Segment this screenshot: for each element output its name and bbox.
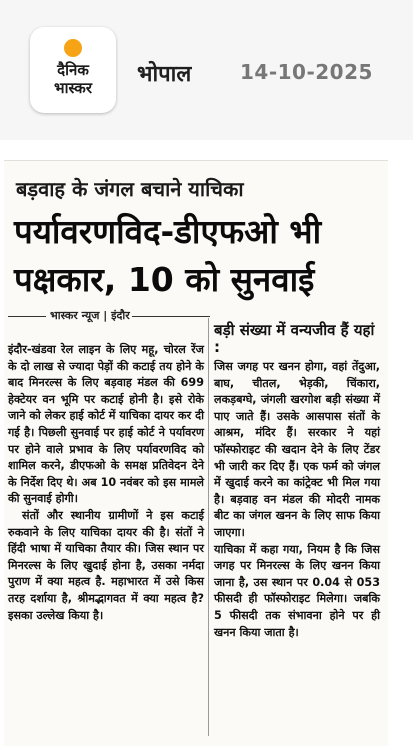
paragraph: संतों और स्थानीय ग्रामीणों ने इस कटाई रुकवाने के लिए याचिका दायर की है। संतों ने हिंदी भाषा में याचिका तैयार की। जिस स्थान पर मिनरल्स के लिए खुदाई होना है, उसका नर्मदा पुराण में क्या महत्व है. महाभारत में उसे किस तरह दर्शाया है, श्रीमद्भागवत में क्या महत्व है? इसका उल्लेख किया है। bbox=[8, 508, 204, 622]
divider bbox=[8, 316, 46, 317]
paragraph: इंदौर-खंडवा रेल लाइन के लिए महू, चोरल रेंज के दो लाख से ज्यादा पेड़ों की कटाई तय होने के बाद मिनरल्स के लिए बड़वाह मंडल की 699 हेक्टेयर वन भूमि पर कटाई होनी है। इसे रोके जाने को लेकर हाई कोर्ट में याचिका दायर कर दी गई है। पिछली सुनवाई पर हाई कोर्ट ने पर्यावरण पर होने वाले प्रभाव के लिए पर्यावरणविद को शामिल करने, डीएफओ के समक्ष प्रतिवेदन देने के निर्देश दिए थे। अब 10 नवंबर को इस मामले की सुनवाई होगी। bbox=[8, 343, 204, 506]
dainik-bhaskar-logo[interactable] bbox=[30, 27, 116, 113]
logo-text-line2: भास्कर bbox=[54, 79, 92, 97]
edition-date[interactable]: 14-10-2025 bbox=[240, 60, 373, 84]
sun-icon bbox=[64, 39, 82, 57]
headline-line1: पर्यावरणविद-डीएफओ भी bbox=[14, 212, 322, 251]
subheading: बड़ी संख्या में वन्यजीव हैं यहां : bbox=[214, 321, 375, 356]
logo-text-line1: दैनिक bbox=[57, 61, 89, 79]
paragraph: जिस जगह पर खनन होगा, वहां तेंदुआ, बाघ, चीतल, भेड़की, चिंकारा, लकड़बग्घे, जंगली खरगोश बड़ी संख्या में पाए जाते हैं। उसके आसपास संतों के आश्रम, मंदिर हैं। सरकार ने यहां फॉस्फोराइट की खदान देने के लिए टेंडर भी जारी कर दिए हैं। एक फर्म को जंगल में खुदाई करने का कांट्रेक्ट भी मिल गया है। बड़वाह वन मंडल की मोदरी नामक बीट का जंगल खनन के लिए साफ किया जाएगा। bbox=[214, 360, 380, 539]
article-column-left bbox=[8, 342, 204, 624]
column-divider bbox=[208, 318, 209, 736]
headline-line2: पक्षकार, 10 को सुनवाई bbox=[14, 260, 315, 299]
byline: भास्कर न्यूज | इंदौर bbox=[50, 309, 130, 322]
paragraph: याचिका में कहा गया, नियम है कि जिस जगह पर मिनरल्स के लिए खनन किया जाना है, उस स्थान पर 0.04 से 053 फीसदी ही फॉस्फोराइट मिलेगा। जबकि 5 फीसदी तक संभावना होने पर ही खनन किया जाता है। bbox=[214, 542, 380, 639]
divider bbox=[132, 316, 210, 317]
article-column-right bbox=[214, 359, 380, 641]
edition-city[interactable]: भोपाल bbox=[137, 62, 192, 87]
article-kicker: बड़वाह के जंगल बचाने याचिका bbox=[16, 177, 244, 201]
app-header bbox=[0, 0, 413, 140]
